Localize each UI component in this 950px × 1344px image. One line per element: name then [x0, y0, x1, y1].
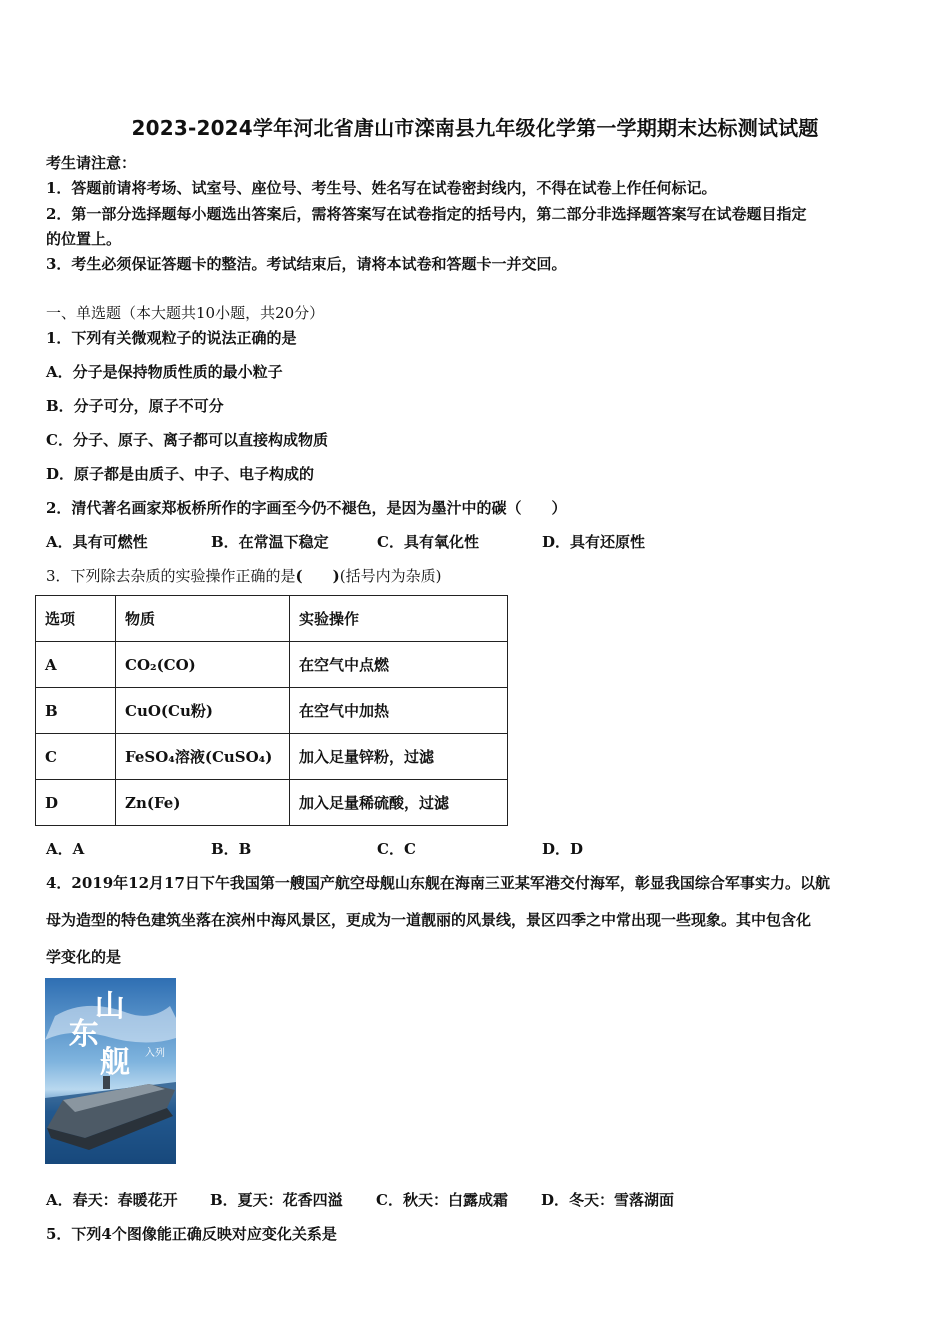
- table-cell-substance: CuO(Cu粉): [116, 688, 290, 734]
- q2-option-b: B．在常温下稳定: [211, 533, 329, 551]
- q4-option-c: C．秋天：白露成霜: [376, 1191, 508, 1209]
- q4-stem-line-2: 母为造型的特色建筑坐落在滨州中海风景区，更成为一道靓丽的风景线，景区四季之中常出现一些现象。其中包含化: [46, 911, 812, 929]
- table-cell-operation: 加入足量锌粉，过滤: [290, 734, 508, 780]
- section-heading: 一、单选题（本大题共10小题，共20分）: [46, 304, 325, 322]
- q4-stem-line-3: 学变化的是: [46, 948, 122, 966]
- q4-stem-line-1: 4．2019年12月17日下午我国第一艘国产航空母舰山东舰在海南三亚某军港交付海军，彰显我国综合军事实力。以航: [46, 874, 830, 892]
- table-cell-substance: CO₂(CO): [116, 642, 290, 688]
- q3-option-d: D．D: [542, 840, 584, 858]
- image-title-text: 山 东 舰: [68, 989, 130, 1080]
- q1-option-d: D．原子都是由质子、中子、电子构成的: [46, 465, 315, 483]
- shandong-carrier-image: [45, 978, 176, 1164]
- table-cell-substance: FeSO₄溶液(CuSO₄): [116, 734, 290, 780]
- table-cell-option: A: [36, 642, 116, 688]
- q2-option-d: D．具有还原性: [542, 533, 646, 551]
- table-row: [36, 734, 508, 780]
- q3-stem-blank: ( ): [295, 567, 340, 585]
- table-cell-operation: 加入足量稀硫酸，过滤: [290, 780, 508, 826]
- q3-stem-note: (括号内为杂质): [339, 567, 442, 585]
- table-row: [36, 642, 508, 688]
- table-header-option: 选项: [36, 596, 116, 642]
- table-cell-operation: 在空气中点燃: [290, 642, 508, 688]
- table-row: [36, 688, 508, 734]
- table-cell-option: D: [36, 780, 116, 826]
- q3-option-b: B．B: [211, 840, 252, 858]
- table-cell-operation: 在空气中加热: [290, 688, 508, 734]
- table-header-row: [36, 596, 508, 642]
- q3-stem: [46, 565, 441, 586]
- table-header-operation: 实验操作: [290, 596, 508, 642]
- notice-item-2-cont: 的位置上。: [46, 230, 122, 248]
- q2-stem: 2．清代著名画家郑板桥所作的字画至今仍不褪色，是因为墨汁中的碳（ ）: [46, 499, 567, 517]
- q1-option-a: A．分子是保持物质性质的最小粒子: [46, 363, 283, 381]
- image-subtitle-text: 入列: [145, 1048, 165, 1059]
- table-cell-substance: Zn(Fe): [116, 780, 290, 826]
- table-cell-option: C: [36, 734, 116, 780]
- q5-stem: 5．下列4个图像能正确反映对应变化关系是: [46, 1225, 337, 1243]
- q1-option-c: C．分子、原子、离子都可以直接构成物质: [46, 431, 328, 449]
- q4-option-b: B．夏天：花香四溢: [210, 1191, 343, 1209]
- q3-stem-text: 3．下列除去杂质的实验操作正确的是: [46, 567, 296, 585]
- q3-option-c: C．C: [377, 840, 416, 858]
- q3-option-a: A．A: [46, 840, 85, 858]
- q4-option-d: D．冬天：雪落湖面: [541, 1191, 675, 1209]
- table-cell-option: B: [36, 688, 116, 734]
- q1-stem: 1．下列有关微观粒子的说法正确的是: [46, 329, 297, 347]
- page-title: 2023-2024学年河北省唐山市滦南县九年级化学第一学期期末达标测试试题: [131, 116, 819, 140]
- notice-heading: 考生请注意：: [46, 154, 137, 172]
- notice-item-2: 2．第一部分选择题每小题选出答案后，需将答案写在试卷指定的括号内，第二部分非选择题答案写在试卷题目指定: [46, 205, 807, 223]
- table-header-substance: 物质: [116, 596, 290, 642]
- q2-option-a: A．具有可燃性: [46, 533, 148, 551]
- aircraft-carrier-illustration: [45, 978, 176, 1164]
- q3-table: [35, 595, 508, 826]
- q2-option-c: C．具有氧化性: [377, 533, 479, 551]
- q4-option-a: A．春天：春暖花开: [46, 1191, 178, 1209]
- notice-item-1: 1．答题前请将考场、试室号、座位号、考生号、姓名写在试卷密封线内，不得在试卷上作任何标记。: [46, 179, 717, 197]
- table-row: [36, 780, 508, 826]
- q1-option-b: B．分子可分，原子不可分: [46, 397, 224, 415]
- notice-item-3: 3．考生必须保证答题卡的整洁。考试结束后，请将本试卷和答题卡一并交回。: [46, 255, 567, 273]
